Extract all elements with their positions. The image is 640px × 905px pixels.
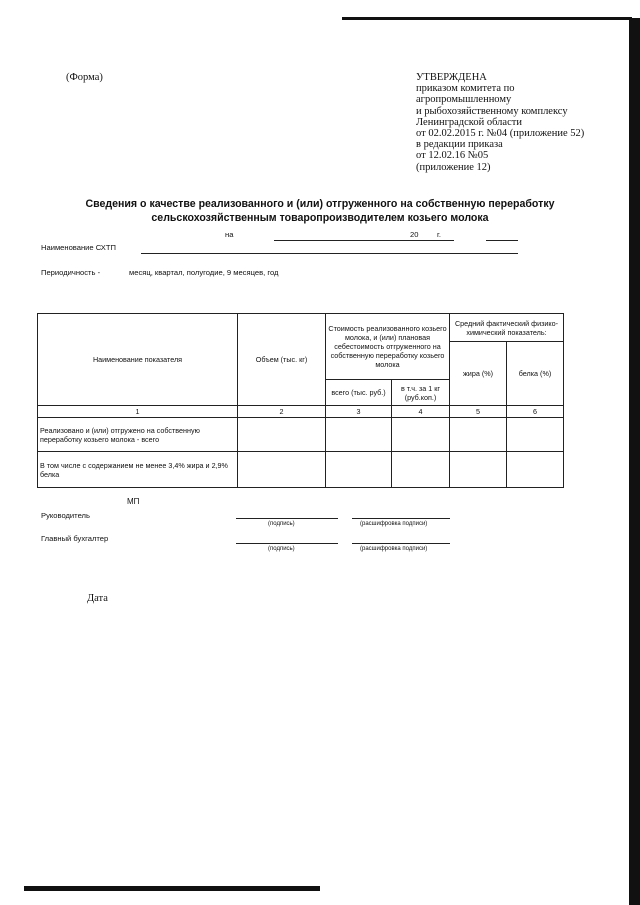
title-line-1: Сведения о качестве реализованного и (или) отгруженного на собственную переработку: [85, 198, 555, 210]
table-cell[interactable]: [392, 452, 450, 488]
column-number: 4: [392, 406, 450, 418]
scan-edge-right: [629, 18, 640, 905]
head-signature-caption: (подпись): [268, 521, 295, 527]
form-label: (Форма): [66, 72, 103, 83]
head-label: Руководитель: [41, 511, 90, 520]
accountant-signature-caption: (подпись): [268, 546, 295, 552]
table-cell[interactable]: [450, 418, 507, 452]
column-number: 5: [450, 406, 507, 418]
head-decoding-caption: (расшифровка подписи): [360, 521, 428, 527]
approval-line: Ленинградской области: [416, 116, 522, 128]
table-cell[interactable]: [326, 418, 392, 452]
org-name-field-line: [141, 253, 518, 254]
approval-block: [416, 72, 616, 173]
title-line-2: сельскохозяйственным товаропроизводителем козьего молока: [151, 212, 489, 224]
table-cell[interactable]: [392, 418, 450, 452]
scan-edge-top: [342, 17, 632, 20]
table-cell[interactable]: [326, 452, 392, 488]
table-cell[interactable]: [238, 418, 326, 452]
table-cell[interactable]: [238, 452, 326, 488]
header-average-cell: Средний фактический физико-химический показатель:: [450, 314, 564, 342]
date-label: Дата: [87, 593, 108, 604]
document-title: [40, 197, 600, 225]
accountant-signature-line: [236, 543, 338, 544]
periodicity-label: Периодичность -: [41, 268, 101, 277]
header-cost-cell: Стоимость реализованного козьего молока, и (или) плановая себестоимость отгруженного на собственную переработку козьего молока: [326, 314, 450, 380]
header-volume-cell: Объем (тыс. кг): [238, 314, 326, 406]
table-cell[interactable]: [507, 418, 564, 452]
approval-line: приказом комитета по: [416, 83, 515, 95]
accountant-decoding-line: [352, 543, 450, 544]
scan-edge-bottom: [24, 886, 320, 891]
approval-line: в редакции приказа: [416, 139, 503, 151]
header-cost-per-kg-cell: в т.ч. за 1 кг (руб.коп.): [392, 380, 450, 406]
row-label-quality: В том числе с содержанием не менее 3,4% жира и 2,9% белка: [38, 452, 238, 488]
approval-line: агропромышленному: [416, 94, 512, 106]
date-year-prefix: 20: [410, 230, 419, 239]
org-name-label: Наименование СХТП: [41, 243, 116, 252]
date-year-suffix: г.: [437, 230, 441, 239]
approval-line: от 02.02.2015 г. №04 (приложение 52): [416, 128, 585, 140]
approval-line: от 12.02.16 №05: [416, 150, 489, 162]
column-number: 2: [238, 406, 326, 418]
row-label-total: Реализовано и (или) отгружено на собственную переработку козьего молока - всего: [38, 418, 238, 452]
header-cost-total-cell: всего (тыс. руб.): [326, 380, 392, 406]
head-signature-line: [236, 518, 338, 519]
column-number: 6: [507, 406, 564, 418]
data-table-body: [37, 313, 564, 488]
header-protein-cell: белка (%): [507, 342, 564, 406]
approval-line: (приложение 12): [416, 161, 491, 173]
date-field-line: [274, 240, 454, 241]
column-number: 3: [326, 406, 392, 418]
accountant-label: Главный бухгалтер: [41, 534, 109, 543]
periodicity-value: месяц, квартал, полугодие, 9 месяцев, год: [129, 268, 279, 277]
table-cell[interactable]: [450, 452, 507, 488]
stamp-label: МП: [127, 497, 140, 506]
date-extra-line: [486, 240, 518, 241]
approval-line: УТВЕРЖДЕНА: [416, 72, 487, 83]
approval-line: и рыбохозяйственному комплексу: [416, 105, 568, 117]
accountant-decoding-caption: (расшифровка подписи): [360, 546, 428, 552]
date-prefix: на: [225, 230, 234, 239]
header-indicator-cell: Наименование показателя: [38, 314, 238, 406]
header-fat-cell: жира (%): [450, 342, 507, 406]
column-number: 1: [38, 406, 238, 418]
head-decoding-line: [352, 518, 450, 519]
table-cell[interactable]: [507, 452, 564, 488]
